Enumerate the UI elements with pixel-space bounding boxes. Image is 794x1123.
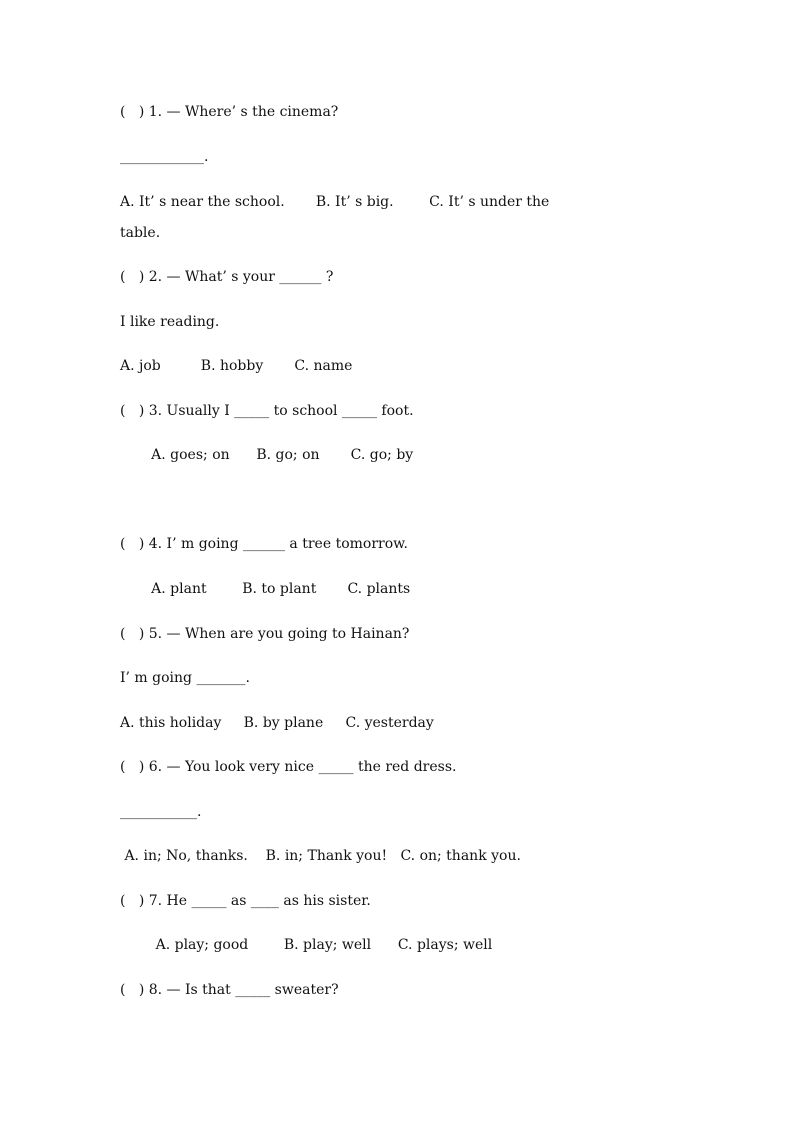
question-2-answer-line: I like reading. <box>120 314 220 330</box>
question-6-stem: ( ) 6. — You look very nice _____ the red dress. <box>120 759 457 775</box>
question-3-stem: ( ) 3. Usually I _____ to school _____ foot. <box>120 403 414 419</box>
question-6-options: A. in; No, thanks. B. in; Thank you! C. on; thank you. <box>120 848 521 864</box>
question-5-stem: ( ) 5. — When are you going to Hainan? <box>120 626 410 642</box>
question-8-stem: ( ) 8. — Is that _____ sweater? <box>120 982 339 998</box>
question-1-stem: ( ) 1. — Where’ s the cinema? <box>120 104 339 120</box>
question-1-options-continued: table. <box>120 225 161 241</box>
question-1-options: A. It’ s near the school. B. It’ s big. C. It’ s under the <box>120 194 550 210</box>
question-4-options: A. plant B. to plant C. plants <box>120 581 411 597</box>
question-7-stem: ( ) 7. He _____ as ____ as his sister. <box>120 893 371 909</box>
question-2-stem: ( ) 2. — What’ s your ______ ? <box>120 269 334 285</box>
question-5-answer-line: I’ m going _______. <box>120 670 250 686</box>
question-4-stem: ( ) 4. I’ m going ______ a tree tomorrow. <box>120 536 408 552</box>
question-2-options: A. job B. hobby C. name <box>120 358 353 374</box>
question-1-answer-line: ____________. <box>120 149 209 165</box>
question-3-options: A. goes; on B. go; on C. go; by <box>120 447 414 463</box>
question-6-answer-line: ___________. <box>120 804 202 820</box>
question-5-options: A. this holiday B. by plane C. yesterday <box>120 715 434 731</box>
question-7-options: A. play; good B. play; well C. plays; well <box>120 937 493 953</box>
